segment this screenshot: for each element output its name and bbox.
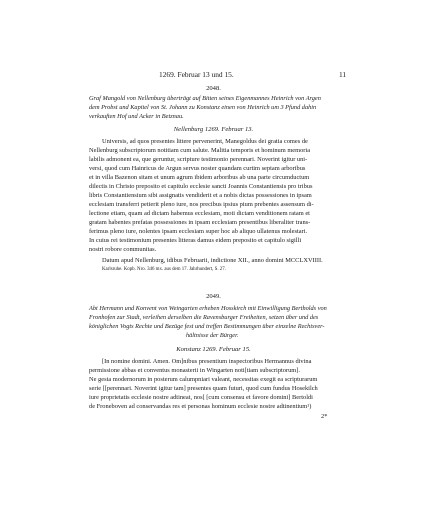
body-line: versi, quod cum Hainricus de Argun servus noster quandam curtim septam arboribus xyxy=(89,165,306,172)
source-note: Karlsruhe. Kopb. Nro. 346 mx. aus dem 17. Jahrhundert, S. 27. xyxy=(102,267,226,272)
dateline: Konstanz 1269. Februar 15. xyxy=(176,346,251,353)
body-line: ferimus pleno iure, nolentes ipsam ecclesiam super hoc ab aliquo ullatenus molestari. xyxy=(89,228,308,235)
body-line: labilis admonent ea, que geruntur, scripture testimonio perennari. Noverint igitur uni- xyxy=(89,156,308,163)
body-line: et in villa Bazenon sitam et unum agrum ibidem arboribus ab una parte circumductum xyxy=(89,174,310,181)
document-number: 2049. xyxy=(206,293,221,300)
dateline: Nellenburg 1269. Februar 13. xyxy=(173,126,254,133)
body-line: nostri robore communitas. xyxy=(89,246,157,253)
page-number: 11 xyxy=(339,70,347,79)
body-line: dilectis in Christo preposito et capitulo ecclesie sancti Joannis Constantiensis pro tribus xyxy=(89,183,313,190)
regest-line: verkauften Hof und Acker in Betznau. xyxy=(89,113,184,120)
regest-line: Graf Mangold von Nellenburg überträgt auf Bitten seines Eigenmannes Heinrich von Argen xyxy=(89,95,321,102)
document-number: 2048. xyxy=(206,85,221,92)
body-line: libris Constantiensium sibi assignatis vendiderit et a nobis dictas possessiones in ipsam xyxy=(89,192,312,199)
body-line: Nellenburg subscriptorum notitiam cum salute. Malitia temporis et hominum memoria xyxy=(89,147,311,154)
body-line: [In nomine domini. Amen. Om]nibus presentium inspectoribus Hermannus divina xyxy=(102,358,312,365)
regest-line: dem Probst und Kapitel von St. Johann zu Konstanz einen von Heinrich um 3 Pfund dahin xyxy=(89,104,317,111)
body-line: permissione abbas et conventus monasterii in Wingarten noti[tiam subscriptorum]. xyxy=(89,367,301,374)
body-line: lectione etiam, quam ad dictam habemus ecclesiam, moti dictam venditionem ratam et xyxy=(89,210,310,217)
body-line: serie [[perennari. Noverint igitur tam] presentes quam futuri, quod cum fundus Hosekilch xyxy=(89,385,318,392)
header-date: 1269. Februar 13 und 15. xyxy=(159,70,234,79)
body-line: Universis, ad quos presentes littere pervenerint, Manegoldus dei gratia comes de xyxy=(102,138,308,145)
signature-mark: 2* xyxy=(321,413,328,420)
body-line: Datum apud Nellenburg, idibus Februarii, indictione XII., anno domini MCCLXVIIII. xyxy=(102,257,323,264)
body-line: de Froneboven ad conservandas res et personas hominum ecclesie nostre adtinentium¹) xyxy=(89,403,312,410)
body-line: ecclesiam transferri petierit pleno iure, nos precibus ipsius pium prebentes assensum di- xyxy=(89,201,314,208)
body-line: gratam habentes prefatas possessiones in ipsam ecclesiam presentibus liberaliter trans- xyxy=(89,219,311,226)
body-line: Ne gesta modernorum in posterum calumpniari valeant, necessitas exegit ea scripturarum xyxy=(89,376,318,383)
regest-line: hältnisse der Bürger. xyxy=(186,332,239,339)
body-line: In cuius rei testimonium presentes litteras damus eidem preposito et capitulo sigilli xyxy=(89,237,302,244)
regest-line: Abt Hermann und Konvent von Weingarten erheben Hosskirch mit Einwilligung Bertholds von xyxy=(89,305,327,312)
regest-line: Fronhofen zur Stadt, verleihen derselben die Ravensburger Freiheiten, setzen über und des xyxy=(89,314,319,321)
body-line: iure proprietatis ecclesie nostre adtineat, nos[ [cum consensu et favore domini] Bertoldi xyxy=(89,394,313,401)
regest-line: königlichen Vogts Rechte und Bezüge fest und treffen Bestimmungen über einzelne Rechtsver- xyxy=(89,323,325,330)
